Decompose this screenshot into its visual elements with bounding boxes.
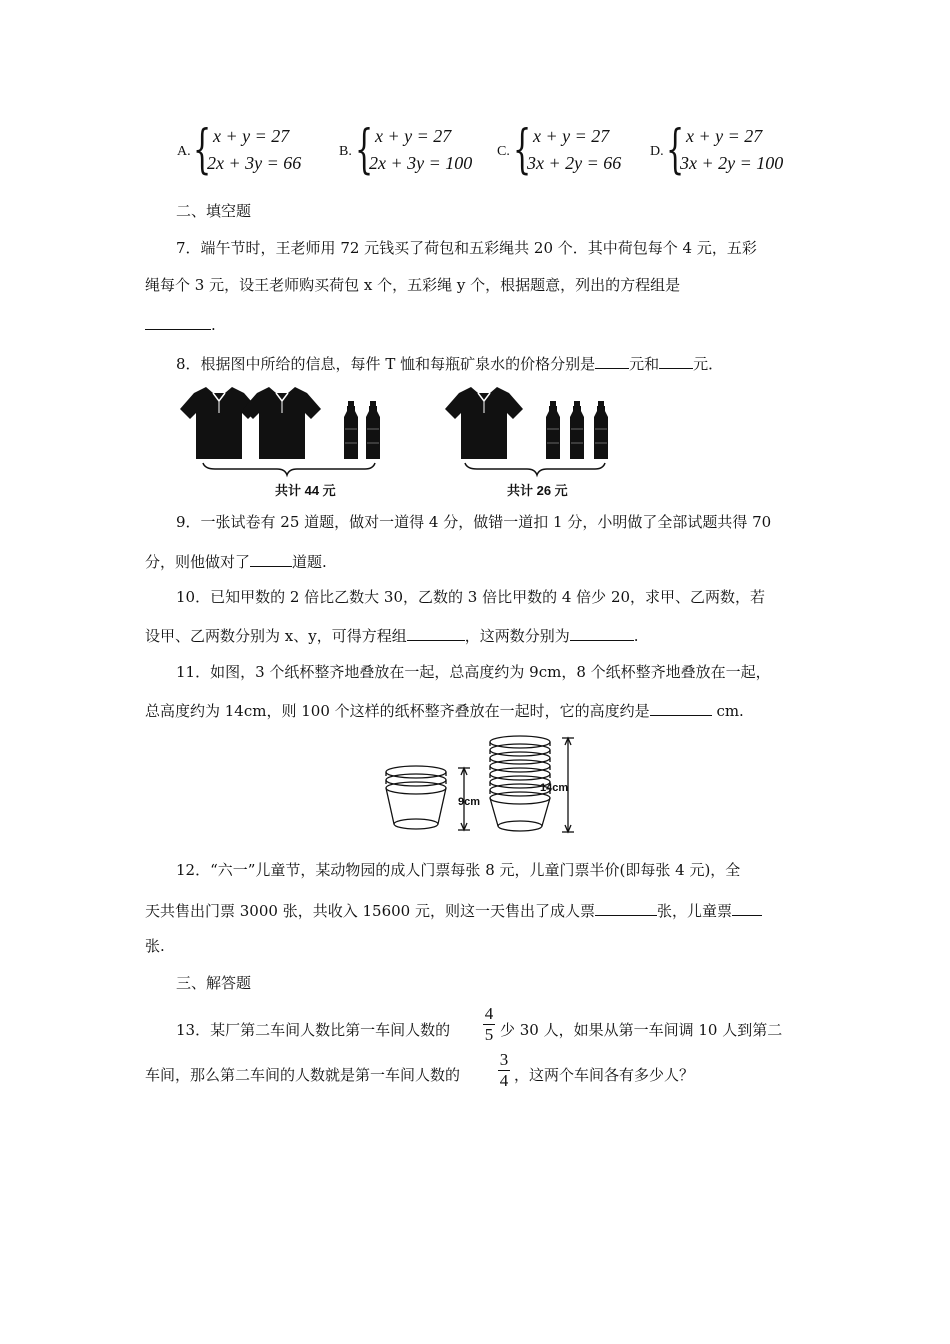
q8-text-c: 元． xyxy=(693,355,724,373)
q9-line2 xyxy=(145,550,810,572)
q7-line3 xyxy=(145,313,810,335)
option-b-label: B. xyxy=(339,144,352,159)
q10-line2a: 设甲、乙两数分别为 x、y，可得方程组 xyxy=(145,627,407,645)
option-c-eq1: x + y = 27 xyxy=(533,126,610,146)
left-brace-icon: { xyxy=(666,120,685,180)
answer-blank xyxy=(145,313,211,330)
q9-line2a: 分，则他做对了 xyxy=(145,553,251,571)
option-b-eq2: 2x + 3y = 100 xyxy=(369,153,473,173)
q11-line2 xyxy=(145,699,810,721)
fraction-denominator: 5 xyxy=(484,1025,494,1044)
option-a-label: A. xyxy=(177,144,191,159)
q9-line1: 9．一张试卷有 25 道题，做对一道得 4 分，做错一道扣 1 分，小明做了全部试题共得 70 xyxy=(176,513,772,531)
answer-blank xyxy=(407,624,465,641)
answer-blank xyxy=(659,352,693,369)
bottle-icon xyxy=(546,401,560,459)
cup-height-label-left: 9cm xyxy=(458,796,481,808)
tshirt-icon xyxy=(445,387,523,459)
figure-total-left: 共计 44 元 xyxy=(275,483,336,498)
brace-icon xyxy=(203,463,375,475)
q12-line2a: 天共售出门票 3000 张，共收入 15600 元，则这一天售出了成人票 xyxy=(145,902,595,920)
figure-total-right: 共计 26 元 xyxy=(507,483,568,498)
option-d-eq2: 3x + 2y = 100 xyxy=(680,153,784,173)
fraction-numerator: 3 xyxy=(499,1050,509,1069)
q11-line2b: cm. xyxy=(716,702,744,720)
cup-height-label-right: 14cm xyxy=(540,782,569,794)
tshirt-icon xyxy=(180,387,258,459)
option-b-eq1: x + y = 27 xyxy=(375,126,452,146)
left-brace-icon: { xyxy=(193,120,212,180)
answer-blank xyxy=(650,699,712,716)
q11-line1: 11．如图，3 个纸杯整齐地叠放在一起，总高度约为 9cm，8 个纸杯整齐地叠放在一起， xyxy=(176,663,771,681)
q12-line3: 张. xyxy=(145,937,165,955)
option-d-eq1: x + y = 27 xyxy=(686,126,763,146)
q9-line2b: 道题. xyxy=(292,553,327,571)
answer-blank xyxy=(250,550,292,567)
q10-line2c: . xyxy=(633,627,639,645)
option-c-eq2: 3x + 2y = 66 xyxy=(527,153,622,173)
option-c-label: C. xyxy=(497,144,510,159)
q7-line3-end: . xyxy=(211,316,216,334)
tshirt-bottle-figure xyxy=(175,383,620,503)
q13-line2a: 车间，那么第二车间的人数就是第一车间人数的 xyxy=(145,1066,461,1084)
q7-line2: 绳每个 3 元，设王老师购买荷包 x 个，五彩绳 y 个，根据题意，列出的方程组是 xyxy=(145,276,681,294)
q10-line2b: ，这两数分别为 xyxy=(464,627,570,645)
q12-line1: 12．“六一”儿童节，某动物园的成人门票每张 8 元，儿童门票半价(即每张 4 元)，全 xyxy=(176,861,741,879)
q12-line2 xyxy=(145,899,810,921)
q11-line2a: 总高度约为 14cm，则 100 个这样的纸杯整齐叠放在一起时，它的高度约是 xyxy=(145,702,650,720)
bottle-icon xyxy=(344,401,358,459)
fraction-numerator: 4 xyxy=(484,1004,494,1023)
answer-blank xyxy=(732,899,762,916)
q13-line1b: 少 30 人，如果从第一车间调 10 人到第二 xyxy=(500,1021,783,1039)
paper-cups-figure xyxy=(380,732,590,837)
section-title: 二、填空题 xyxy=(176,202,252,220)
bottle-icon xyxy=(594,401,608,459)
q13-line1a: 13．某厂第二车间人数比第一车间人数的 xyxy=(176,1021,451,1039)
option-a-eq2: 2x + 3y = 66 xyxy=(207,153,302,173)
left-brace-icon: { xyxy=(513,120,532,180)
bottle-icon xyxy=(366,401,380,459)
q8-line xyxy=(176,352,841,374)
answer-blank xyxy=(570,624,634,641)
section-title: 三、解答题 xyxy=(176,974,252,992)
tshirt-icon xyxy=(243,387,321,459)
fraction-four-fifths xyxy=(482,1004,496,1045)
q10-line2 xyxy=(145,624,810,646)
q7-line1: 7．端午节时，王老师用 72 元钱买了荷包和五彩绳共 20 个．其中荷包每个 4 元，五彩 xyxy=(176,239,757,257)
fraction-three-fourths xyxy=(497,1050,511,1091)
answer-blank xyxy=(595,352,629,369)
left-brace-icon: { xyxy=(355,120,374,180)
q8-text-b: 元和 xyxy=(629,355,660,373)
fraction-denominator: 4 xyxy=(499,1071,509,1090)
q10-line1: 10．已知甲数的 2 倍比乙数大 30，乙数的 3 倍比甲数的 4 倍少 20，求甲、乙两数，若 xyxy=(176,588,766,606)
answer-blank xyxy=(595,899,657,916)
brace-icon xyxy=(465,463,605,475)
option-a-eq1: x + y = 27 xyxy=(213,126,290,146)
bottle-icon xyxy=(570,401,584,459)
q13-line2b: ，这两个车间各有多少人？ xyxy=(514,1066,695,1084)
q8-text-a: 8．根据图中所给的信息，每件 T 恤和每瓶矿泉水的价格分别是 xyxy=(176,355,596,373)
option-d-label: D. xyxy=(650,144,664,159)
q12-line2b: 张，儿童票 xyxy=(656,902,732,920)
